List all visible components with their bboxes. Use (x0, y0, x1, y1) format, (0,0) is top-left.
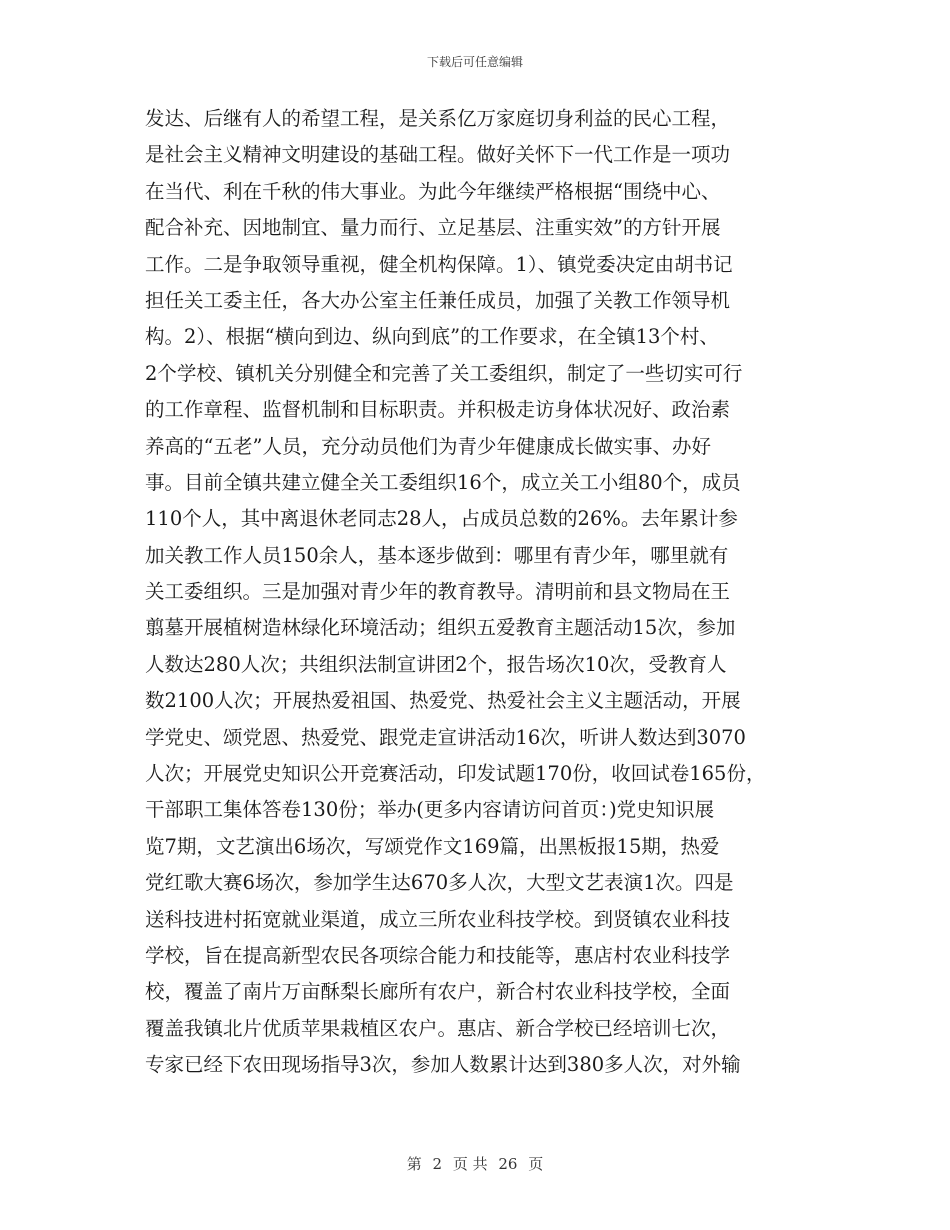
text-line: 人数达280人次；共组织法制宣讲团2个，报告场次10次，受教育人 (145, 652, 727, 676)
text-line: 配合补充、因地制宜、量力而行、立足基层、注重实效”的方针开展 (145, 216, 721, 240)
text-line: 在当代、利在千秋的伟大事业。为此今年继续严格根据“围绕中心、 (145, 179, 721, 203)
text-line: 养高的“五老”人员，充分动员他们为青少年健康成长做实事、办好 (145, 434, 711, 458)
page-footer (0, 1153, 950, 1174)
page-header: 下载后可任意编辑 (426, 55, 523, 69)
text-line: 是社会主义精神文明建设的基础工程。做好关怀下一代工作是一项功 (145, 143, 731, 167)
body-paragraph (145, 101, 835, 1084)
text-line: 工作。二是争取领导重视，健全机构保障。1）、镇党委决定由胡书记 (145, 252, 733, 276)
text-line: 构。2）、根据“横向到边、纵向到底”的工作要求，在全镇13个村、 (145, 325, 719, 349)
total-pages: 26 (498, 1155, 518, 1173)
text-line: 学校，旨在提高新型农民各项综合能力和技能等，惠店村农业科技学 (145, 943, 731, 967)
text-line: 学党史、颂党恩、热爱党、跟党走宣讲活动16次，听讲人数达到3070 (145, 725, 746, 749)
text-line: 专家已经下农田现场指导3次，参加人数累计达到380多人次，对外输 (145, 1053, 741, 1077)
text-line: 担任关工委主任，各大办公室主任兼任成员，加强了关教工作领导机 (145, 288, 731, 312)
text-line: 事。目前全镇共建立健全关工委组织16个，成立关工小组80个，成员 (145, 470, 741, 494)
footer-suffix: 页 (528, 1155, 544, 1173)
footer-prefix: 第 (406, 1155, 422, 1173)
text-line: 校，覆盖了南片万亩酥梨长廊所有农户，新合村农业科技学校，全面 (145, 980, 731, 1004)
text-line: 翦墓开展植树造林绿化环境活动；组织五爱教育主题活动15次，参加 (145, 616, 736, 640)
text-line: 览7期，文艺演出6场次，写颂党作文169篇，出黑板报15期，热爱 (145, 834, 720, 858)
footer-middle: 页 共 (452, 1155, 488, 1173)
text-line: 关工委组织。三是加强对青少年的教育教导。清明前和县文物局在王 (145, 580, 731, 604)
text-line: 党红歌大赛6场次，参加学生达670多人次，大型文艺表演1次。四是 (145, 871, 734, 895)
text-line: 110个人，其中离退休老同志28人，占成员总数的26%。去年累计参 (145, 507, 738, 531)
text-line: 送科技进村拓宽就业渠道，成立三所农业科技学校。到贤镇农业科技 (145, 907, 731, 931)
text-line: 加关教工作人员150余人，基本逐步做到：哪里有青少年，哪里就有 (145, 543, 729, 567)
text-line: 2个学校、镇机关分别健全和完善了关工委组织，制定了一些切实可行 (145, 361, 743, 385)
text-line: 干部职工集体答卷130份；举办(更多内容请访问首页：)党史知识展 (145, 798, 715, 822)
text-line: 发达、后继有人的希望工程，是关系亿万家庭切身利益的民心工程， (145, 107, 731, 130)
page-number: 2 (432, 1155, 443, 1173)
text-line: 数2100人次；开展热爱祖国、热爱党、热爱社会主义主题活动，开展 (145, 689, 741, 713)
text-line: 人次；开展党史知识公开竞赛活动，印发试题170份，收回试卷165份， (145, 762, 766, 786)
text-line: 覆盖我镇北片优质苹果栽植区农户。惠店、新合学校已经培训七次， (145, 1016, 731, 1040)
text-line: 的工作章程、监督机制和目标职责。并积极走访身体状况好、政治素 (145, 398, 731, 422)
